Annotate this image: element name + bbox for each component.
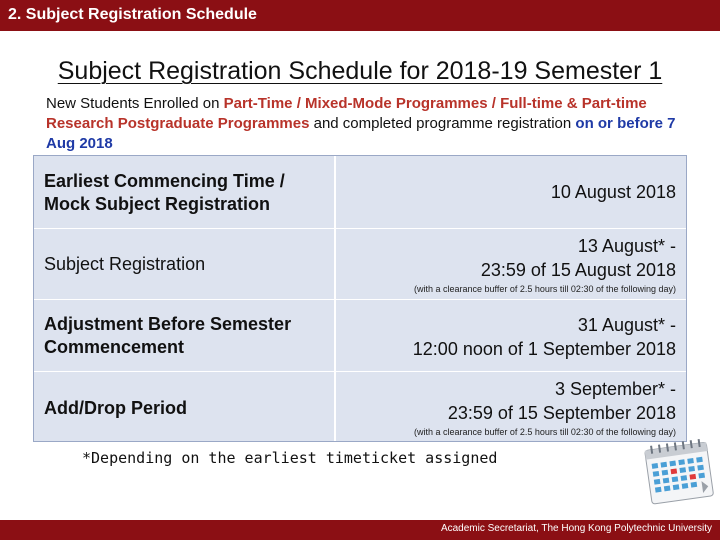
row-value-commencing: 10 August 2018 [550,182,676,202]
footer-text: Academic Secretariat, The Hong Kong Polytechnic University [440,523,712,534]
footnote: *Depending on the earliest timeticket assigned [82,449,498,467]
row-label-subject-registration: Subject Registration [44,254,206,274]
header-bar [0,0,720,31]
row-divider [34,371,686,372]
row-value-line: 31 August* - [577,315,676,335]
row-value-line: 23:59 of 15 August 2018 [480,260,676,280]
row-label-line: Commencement [44,337,185,357]
row-value-line: 23:59 of 15 September 2018 [447,403,676,423]
page-title: Subject Registration Schedule for 2018-19 Semester 1 [57,57,663,85]
row-label-adjustment [44,313,291,359]
clearance-note: (with a clearance buffer of 2.5 hours till 02:30 of the following day) [414,284,676,294]
footer-bar [0,520,720,540]
intro-part1: New Students Enrolled on [46,95,224,112]
row-label-commencing [44,170,285,216]
row-label-line: Earliest Commencing Time / [44,171,285,191]
row-label-add-drop: Add/Drop Period [44,398,187,418]
row-value-add-drop [448,377,676,425]
row-value-adjustment [413,313,676,361]
intro-programmes: Part-Time / Mixed-Mode Programmes / Full-time & Part-time Research Postgraduate Programmes [46,95,647,132]
intro-part2: and completed programme registration [309,115,576,132]
schedule-table [33,155,687,442]
intro-text [46,94,696,154]
calendar-icon [640,436,720,508]
clearance-note: (with a clearance buffer of 2.5 hours till 02:30 of the following day) [414,427,676,437]
header-title: 2. Subject Registration Schedule [8,6,257,23]
row-divider [34,228,686,229]
row-value-subject-registration [481,234,676,282]
row-divider [34,299,686,300]
row-label-line: Adjustment Before Semester [44,314,292,334]
row-label-line: Mock Subject Registration [44,194,271,214]
row-value-line: 3 September* - [554,379,676,399]
intro-deadline: on or before 7 Aug 2018 [46,115,676,152]
row-value-line: 12:00 noon of 1 September 2018 [412,339,676,359]
row-value-line: 13 August* - [577,236,676,256]
